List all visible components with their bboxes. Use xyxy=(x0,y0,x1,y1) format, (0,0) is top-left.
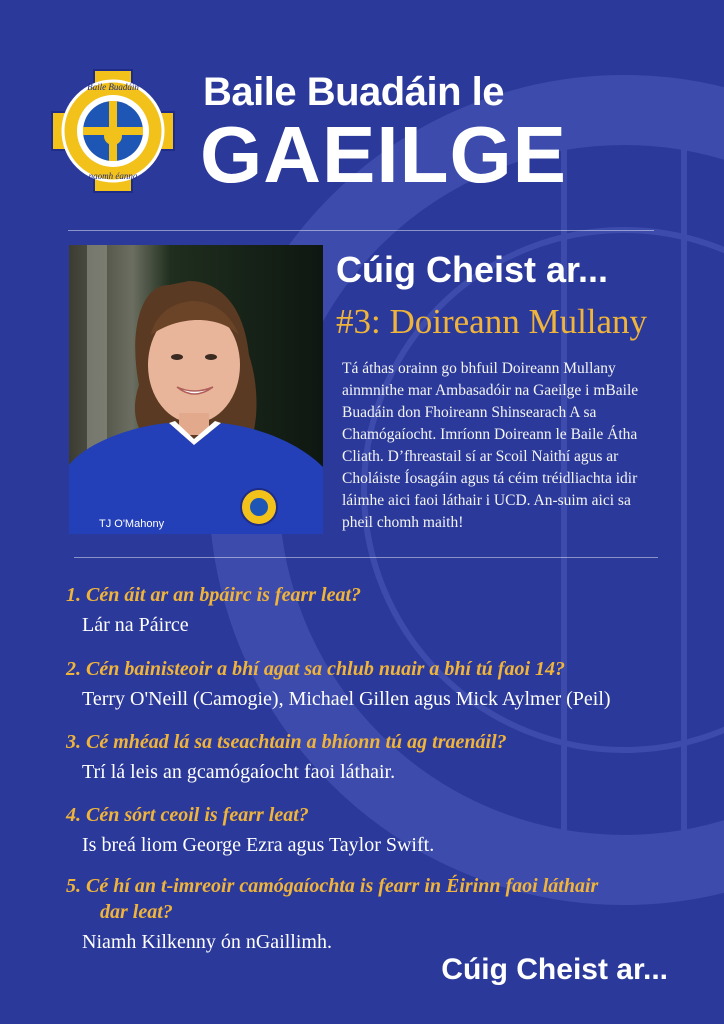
brand-title-line1: Baile Buadáin le xyxy=(203,70,504,114)
brand-title-line2: GAEILGE xyxy=(200,110,568,199)
question-5-line2: dar leat? xyxy=(100,901,173,923)
question-5-line1: 5. Cé hí an t-imreoir camógaíochta is fearr in Éirinn faoi láthair xyxy=(66,875,599,897)
question-block-4 xyxy=(66,802,706,858)
answer-2: Terry O'Neill (Camogie), Michael Gillen agus Mick Aylmer (Peil) xyxy=(82,688,611,710)
jersey-sponsor-text: TJ O'Mahony xyxy=(99,518,165,530)
question-block-3 xyxy=(66,729,706,785)
footer-series-title: Cúig Cheist ar... xyxy=(441,953,668,986)
player-photo xyxy=(69,245,323,534)
club-crest-logo xyxy=(50,68,176,194)
crest-text-top: Baile Buadáin xyxy=(87,82,139,92)
question-block-2 xyxy=(66,656,706,712)
question-3: 3. Cé mhéad lá sa tseachtain a bhíonn tú ag traenáil? xyxy=(66,731,507,753)
question-5 xyxy=(66,873,706,925)
question-1: 1. Cén áit ar an bpáirc is fearr leat? xyxy=(66,584,362,606)
answer-5: Niamh Kilkenny ón nGaillimh. xyxy=(82,931,332,953)
divider-top xyxy=(68,230,654,231)
crest-text-bottom: naomh éanna xyxy=(88,171,138,181)
question-4: 4. Cén sórt ceoil is fearr leat? xyxy=(66,804,309,826)
series-title: Cúig Cheist ar... xyxy=(336,249,609,290)
answer-1: Lár na Páirce xyxy=(82,614,189,636)
player-intro-paragraph: Tá áthas orainn go bhfuil Doireann Mullany ainmnithe mar Ambasadóir na Gaeilge i mBaile Buadáin don Fhoireann Shinsearach A sa Chamógaíocht. Imríonn Doireann le Baile Átha Cliath. D’fhreastail sí ar Scoil Naithí agus ar Choláiste Íosagáin agus tá céim tréidliachta idir láimhe aici faoi láthair i UCD. An-suim aici sa pheil chomh maith! xyxy=(342,360,639,531)
answer-3: Trí lá leis an gcamógaíocht faoi láthair. xyxy=(82,761,396,783)
player-name: #3: Doireann Mullany xyxy=(336,302,648,341)
question-block-1 xyxy=(66,582,706,638)
question-2: 2. Cén bainisteoir a bhí agat sa chlub nuair a bhí tú faoi 14? xyxy=(66,658,565,680)
divider-middle xyxy=(74,557,658,558)
answer-4: Is breá liom George Ezra agus Taylor Swift. xyxy=(82,834,435,856)
question-block-5 xyxy=(66,873,706,955)
